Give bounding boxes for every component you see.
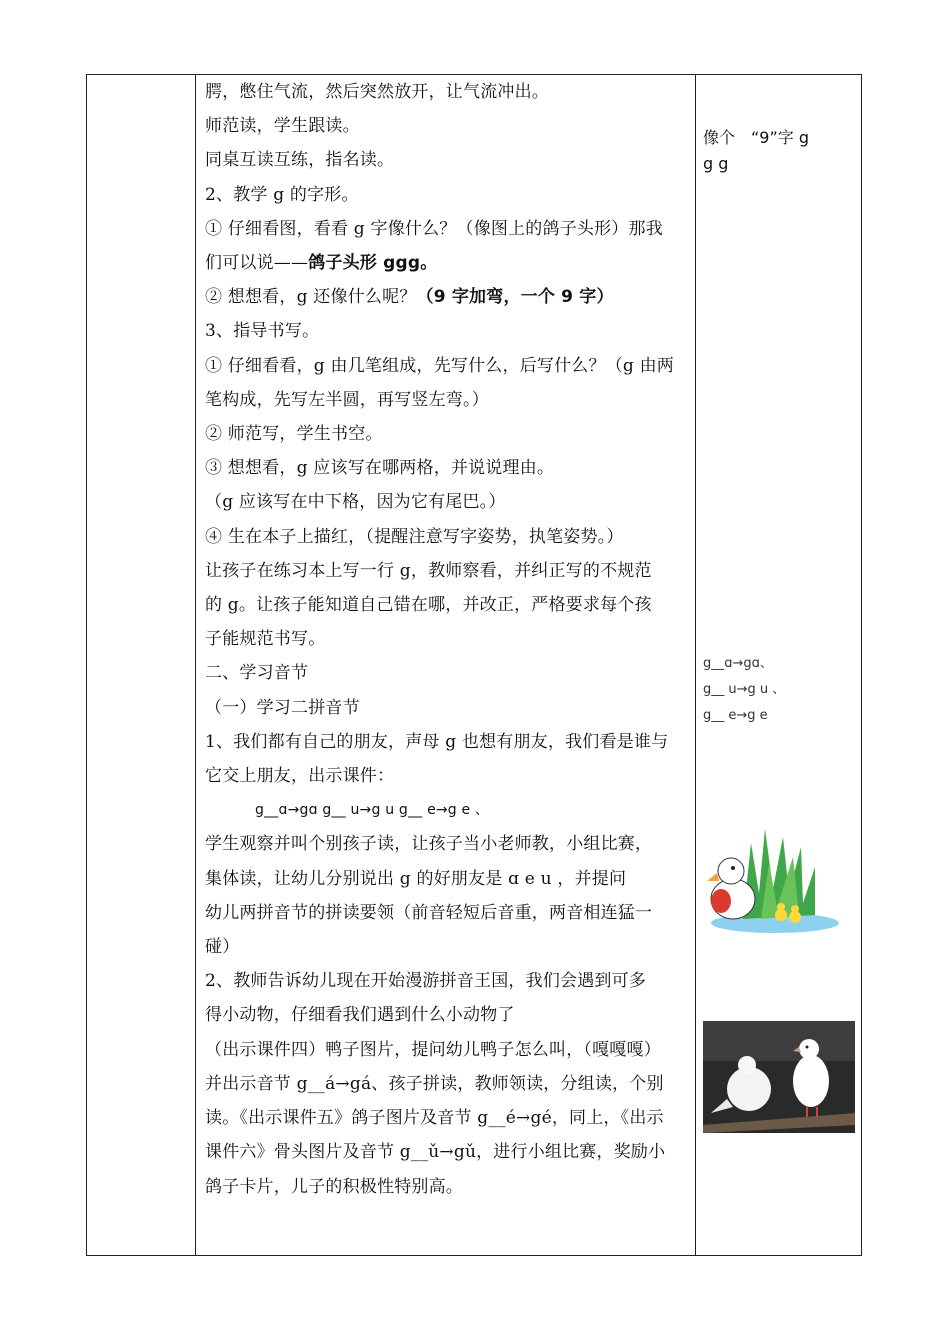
side-note-line: 像个 “9”字 g <box>703 128 810 147</box>
side-note <box>703 125 857 177</box>
side-syllables <box>703 651 857 729</box>
text-line: （出示课件四）鸭子图片，提问幼儿鸭子怎么叫，（嘎嘎嘎） <box>205 1039 661 1060</box>
text-line: 1、我们都有自己的朋友，声母 g 也想有朋友，我们看是谁与 <box>205 731 669 752</box>
duck-illustration <box>703 823 841 935</box>
text-line: 学生观察并叫个别孩子读，让孩子当小老师教，小组比赛， <box>205 834 653 855</box>
text-line: 幼儿两拼音节的拼读要领（前音轻短后音重，两音相连猛一 <box>205 902 653 923</box>
text-line: 它交上朋友，出示课件： <box>205 766 395 787</box>
text-line: ① 仔细看图，看看 g 字像什么？（像图上的鸽子头形）那我 <box>205 218 663 239</box>
text-line: 碰） <box>205 937 240 958</box>
text-line: ④ 生在本子上描红，（提醒注意写字姿势，执笔姿势。） <box>205 526 624 547</box>
section-heading: 3、指导书写。 <box>205 321 320 342</box>
lesson-content <box>205 75 689 1204</box>
dove-photo <box>703 1021 855 1133</box>
text-line: 的 g。让孩子能知道自己错在哪，并改正，严格要求每个孩 <box>205 595 652 616</box>
bold-phrase: （9 字加弯，一个 9 字） <box>416 287 614 308</box>
section-heading: 二、学习音节 <box>205 663 309 684</box>
text-line: 腭，憋住气流，然后突然放开，让气流冲出。 <box>205 82 549 102</box>
text-line: 2、教师告诉幼儿现在开始漫游拼音王国，我们会遇到可多 <box>205 971 647 992</box>
text-line: ③ 想想看，g 应该写在哪两格，并说说理由。 <box>205 458 555 479</box>
text-line: 师范读，学生跟读。 <box>205 116 360 137</box>
side-syllable: g__ e→g e <box>703 708 768 723</box>
text-line: 们可以说——鸽子头形 ggg。 <box>205 253 438 274</box>
column-divider-left <box>195 75 196 1255</box>
text-line: 笔构成，先写左半圆，再写竖左弯。） <box>205 389 489 410</box>
text-line: 让孩子在练习本上写一行 g，教师察看，并纠正写的不规范 <box>205 560 652 581</box>
lesson-table <box>86 74 862 1256</box>
text-line: 同桌互读互练，指名读。 <box>205 150 395 171</box>
side-syllable: g__ɑ→gɑ、 <box>703 656 773 671</box>
text-line: 集体读，让幼儿分别说出 g 的好朋友是 ɑ e u ，并提问 <box>205 868 627 889</box>
syllable-examples: g__ɑ→gɑ g__ u→g u g__ e→g e 、 <box>255 802 490 819</box>
text-line: ② 师范写，学生书空。 <box>205 424 383 445</box>
text-line: 读。《出示课件五》鸽子图片及音节 g__é→gé，同上，《出示 <box>205 1108 664 1129</box>
section-heading: 2、教学 g 的字形。 <box>205 184 359 205</box>
side-note-line: g g <box>703 154 729 173</box>
text-line: 得小动物，仔细看我们遇到什么小动物了 <box>205 1005 515 1026</box>
text-line: （g 应该写在中下格，因为它有尾巴。） <box>205 492 506 513</box>
text-line: 并出示音节 g__á→gá、孩子拼读，教师领读，分组读，个别 <box>205 1073 664 1094</box>
sub-heading: （一）学习二拼音节 <box>205 697 360 718</box>
text-line: 子能规范书写。 <box>205 629 326 650</box>
bold-phrase: 鸽子头形 ggg。 <box>308 253 438 274</box>
text-line: 鸽子卡片，儿子的积极性特别高。 <box>205 1176 463 1197</box>
column-divider-right <box>695 75 696 1255</box>
text-line: ① 仔细看看，g 由几笔组成，先写什么，后写什么？（g 由两 <box>205 355 674 376</box>
text-line: ② 想想看，g 还像什么呢？（9 字加弯，一个 9 字） <box>205 287 614 308</box>
side-syllable: g__ u→g u 、 <box>703 682 786 697</box>
text-line: 课件六》骨头图片及音节 g__ǔ→gǔ，进行小组比赛，奖励小 <box>205 1142 666 1163</box>
